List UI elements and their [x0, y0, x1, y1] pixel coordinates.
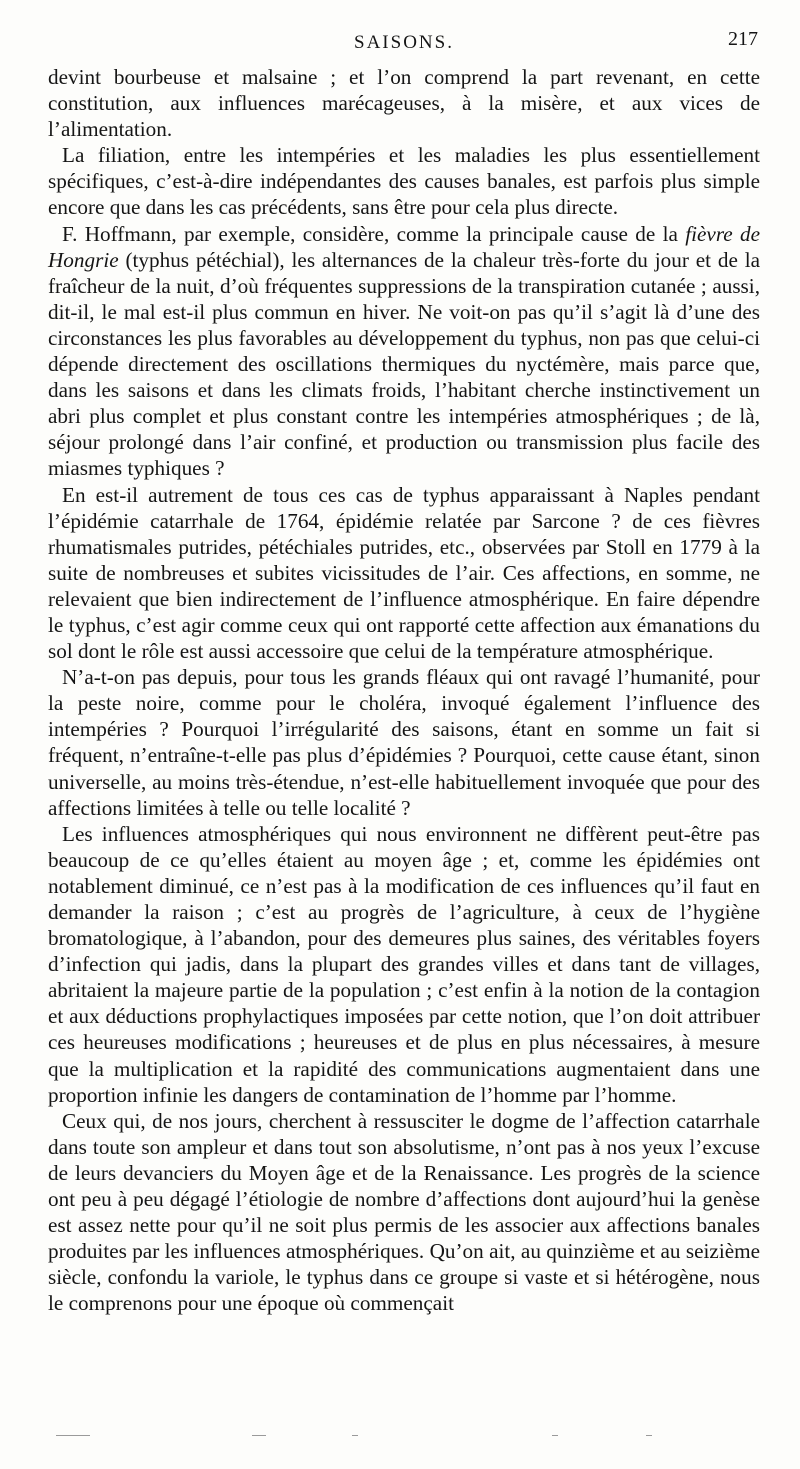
running-title: SAISONS. [354, 32, 454, 53]
page-number: 217 [728, 28, 758, 50]
body-text [48, 64, 760, 1317]
paragraph-3-rest: (typhus pétéchial), les alternances de la chaleur très-forte du jour et de la fraîcheur de la nuit, d’où fréquentes suppressions de la transpiration cutanée ; aussi, dit-il, le mal est-il plus commun en hiver. Ne voit-on pas qu’il s’agit là d’une des circonstances les plus favorables au développement du typhus, non pas que celui-ci dépende directement des oscillations thermiques du nyctémère, mais parce que, dans les saisons et dans les climats froids, l’habitant cherche instinctivement un abri plus complet et plus constant contre les intempéries atmosphériques ; de là, séjour prolongé dans l’air confiné, et production ou transmission plus facile des miasmes typhiques ? [48, 247, 760, 481]
disease-name-italic: fièvre de Hongrie [48, 221, 760, 272]
paragraph-6: Les influences atmosphériques qui nous environnent ne diffèrent peut-être pas beaucoup de ce qu’elles étaient au moyen âge ; et, comme les épidémies ont notablement diminué, ce n’est pas à la modification de ces influences qu’il faut en demander la raison ; c’est au progrès de l’agriculture, à ceux de l’hygiène bromatologique, à l’abandon, pour des demeures plus saines, des véritables foyers d’infection qui jadis, dans la plupart des grandes villes et dans tant de villages, abritaient la majeure partie de la population ; c’est enfin à la notion de la contagion et aux déductions prophylactiques imposées par cette notion, que l’on doit attribuer ces heureuses modifications ; heureuses et de plus en plus nécessaires, à mesure que la multiplication et la rapidité des communications augmentaient dans une proportion infinie les dangers de contamination de l’homme par l’homme. [48, 821, 760, 1107]
footer-print-marks [56, 1432, 696, 1440]
print-mark [56, 1435, 90, 1436]
paragraph-7: Ceux qui, de nos jours, cherchent à ressusciter le dogme de l’affection catarrhale dans toute son ampleur et dans tout son absolutisme, n’ont pas à nos yeux l’excuse de leurs devanciers du Moyen âge et de la Renaissance. Les progrès de la science ont peu à peu dégagé l’étiologie de nombre d’affections dont aujourd’hui la genèse est assez nette pour qu’il ne soit plus permis de les associer aux affections banales produites par les influences atmosphériques. Qu’on ait, au quinzième et au seizième siècle, confondu la variole, le typhus dans ce groupe si vaste et si hétérogène, nous le comprenons pour une époque où commençait [48, 1108, 760, 1316]
print-mark [252, 1435, 266, 1436]
print-mark [646, 1435, 652, 1436]
paragraph-2: La filiation, entre les intempéries et les maladies les plus essentiellement spécifiques, c’est-à-dire indépendantes des causes banales, est parfois plus simple encore que dans les cas précédents, sans être pour cela plus directe. [48, 143, 760, 220]
paragraph-1: devint bourbeuse et malsaine ; et l’on comprend la part revenant, en cette constitution, aux influences marécageuses, à la misère, et aux vices de l’alimentation. [48, 65, 760, 142]
print-mark [352, 1435, 358, 1436]
paragraph-3 [48, 221, 760, 482]
running-head [48, 22, 760, 56]
paragraph-4: En est-il autrement de tous ces cas de typhus apparaissant à Naples pendant l’épidémie catarrhale de 1764, épidémie relatée par Sarcone ? de ces fièvres rhumatismales putrides, pétéchiales putrides, etc., observées par Stoll en 1779 à la suite de nombreuses et subites vicissitudes de l’air. Ces affections, en somme, ne relevaient que bien indirectement de l’influence atmosphérique. En faire dépendre le typhus, c’est agir comme ceux qui ont rapporté cette affection aux émanations du sol dont le rôle est aussi accessoire que celui de la température atmosphérique. [48, 482, 760, 664]
paragraph-3-start: F. Hoffmann, par exemple, considère, comme la principale cause de la [62, 221, 686, 246]
paragraph-5: N’a-t-on pas depuis, pour tous les grands fléaux qui ont ravagé l’humanité, pour la peste noire, comme pour le choléra, invoqué également l’influence des intempéries ? Pourquoi l’irrégularité des saisons, étant en somme un fait si fréquent, n’entraîne-t-elle pas plus d’épidémies ? Pourquoi, cette cause étant, sinon universelle, au moins très-étendue, n’est-elle habituellement invoquée que pour des affections limitées à telle ou telle localité ? [48, 665, 760, 820]
print-mark [552, 1435, 558, 1436]
